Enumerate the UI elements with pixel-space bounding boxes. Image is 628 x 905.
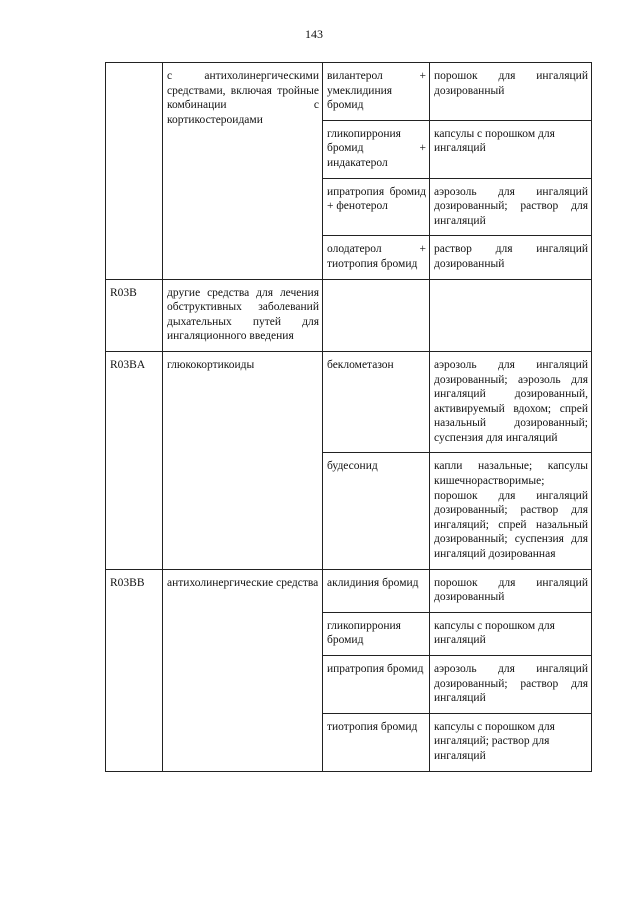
table-row [106, 279, 592, 351]
drug-name-cell: будесонид [323, 453, 430, 569]
dosage-form-cell: капсулы с порошком для ингаляций [430, 612, 592, 655]
table-row [106, 569, 592, 612]
atc-code-cell: R03BA [106, 351, 163, 569]
dosage-form-cell: раствор для ингаляций дозированный [430, 236, 592, 279]
drug-name-cell: вилантерол + умеклидиния бромид [323, 63, 430, 121]
dosage-form-cell: аэрозоль для ингаляций дозированный; аэрозоль для ингаляций дозированный, активируемый вдохом; спрей назальный дозированный; суспензия для ингаляций [430, 351, 592, 453]
group-name-cell: глюкокортикоиды [163, 351, 323, 569]
drug-name-cell [323, 279, 430, 351]
dosage-form-cell: аэрозоль для ингаляций дозированный; раствор для ингаляций [430, 656, 592, 714]
dosage-form-cell: капли назальные; капсулы кишечнорастворимые; порошок для ингаляций дозированный; раствор для ингаляций; спрей назальный дозированный; суспензия для ингаляций дозированная [430, 453, 592, 569]
drug-name-cell: аклидиния бромид [323, 569, 430, 612]
dosage-form-cell: порошок для ингаляций дозированный [430, 63, 592, 121]
group-name-cell: с антихолинергическими средствами, включая тройные комбинации с кортикостероидами [163, 63, 323, 280]
atc-code-cell: R03B [106, 279, 163, 351]
dosage-form-cell: порошок для ингаляций дозированный [430, 569, 592, 612]
drug-name-cell: гликопиррония бромид + индакатерол [323, 120, 430, 178]
table-row [106, 351, 592, 453]
drug-name-cell: гликопиррония бромид [323, 612, 430, 655]
drug-name-cell: олодатерол + тиотропия бромид [323, 236, 430, 279]
drug-name-cell: тиотропия бромид [323, 713, 430, 771]
atc-code-cell [106, 63, 163, 280]
group-name-cell: антихолинергические средства [163, 569, 323, 771]
table-row [106, 63, 592, 121]
drug-table [105, 62, 592, 772]
page-number: 143 [305, 27, 323, 41]
drug-name-cell: ипратропия бромид + фенотерол [323, 178, 430, 236]
dosage-form-cell: капсулы с порошком для ингаляций [430, 120, 592, 178]
group-name-cell: другие средства для лечения обструктивных заболеваний дыхательных путей для ингаляционного введения [163, 279, 323, 351]
dosage-form-cell: аэрозоль для ингаляций дозированный; раствор для ингаляций [430, 178, 592, 236]
drug-name-cell: беклометазон [323, 351, 430, 453]
atc-code-cell: R03BB [106, 569, 163, 771]
dosage-form-cell [430, 279, 592, 351]
dosage-form-cell: капсулы с порошком для ингаляций; раствор для ингаляций [430, 713, 592, 771]
drug-name-cell: ипратропия бромид [323, 656, 430, 714]
